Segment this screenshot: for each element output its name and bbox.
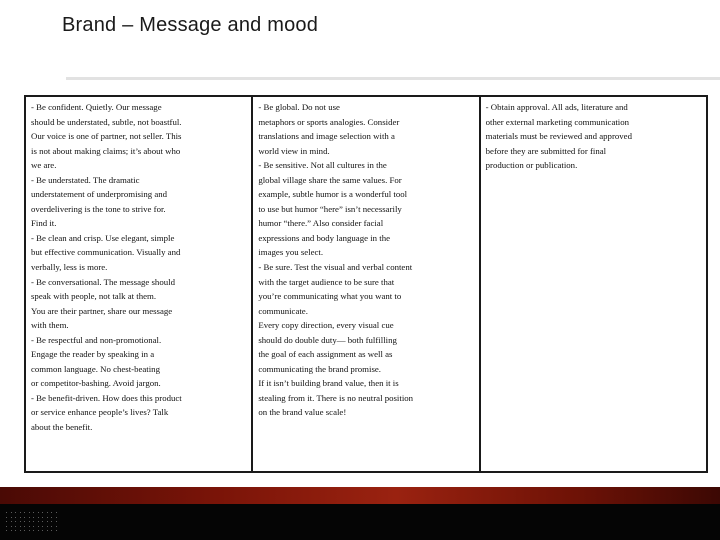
footer-dot: [47, 512, 48, 513]
slide-title: Brand – Message and mood: [62, 14, 319, 36]
text-line: - Be understated. The dramatic: [31, 174, 140, 185]
text-line: we are.: [31, 160, 57, 171]
footer-dot: [6, 530, 7, 531]
text-line: other external marketing communication: [485, 116, 630, 127]
footer-dot: [33, 512, 34, 513]
footer-dot: [20, 530, 21, 531]
footer-dot: [15, 512, 16, 513]
footer-dot: [29, 521, 30, 522]
text-line: or competitor-bashing. Avoid jargon.: [31, 378, 161, 389]
text-line: or service enhance people’s lives? Talk: [31, 407, 169, 418]
footer-dot: [38, 512, 39, 513]
footer-dot: [38, 526, 39, 527]
text-line: - Be confident. Quietly. Our message: [31, 102, 162, 112]
text-line: example, subtle humor is a wonderful tool: [258, 189, 408, 200]
text-line: verbally, less is more.: [31, 262, 108, 273]
footer-dot: [29, 530, 30, 531]
footer-dot: [11, 526, 12, 527]
footer-dot: [56, 526, 57, 527]
footer-dot: [56, 512, 57, 513]
footer-dot: [51, 521, 52, 522]
footer-dot: [20, 517, 21, 518]
footer-dot: [56, 530, 57, 531]
text-line: about the benefit.: [31, 422, 93, 433]
text-line: common language. No chest-beating: [31, 363, 160, 374]
column-voice-guidelines: [26, 97, 251, 471]
footer-dot: [51, 512, 52, 513]
footer-dot: [38, 530, 39, 531]
text-line: - Be benefit-driven. How does this product: [31, 392, 182, 403]
footer-dot: [6, 526, 7, 527]
footer-dot: [42, 517, 43, 518]
footer-dot: [51, 517, 52, 518]
footer-dot: [38, 517, 39, 518]
footer-dot: [20, 526, 21, 527]
text-line: is not about making claims; it’s about who: [31, 145, 181, 156]
text-line: stealing from it. There is no neutral position: [258, 392, 414, 403]
title-divider: [66, 77, 720, 80]
text-line: before they are submitted for final: [485, 145, 607, 156]
footer-dot: [24, 517, 25, 518]
text-line: understatement of underpromising and: [31, 189, 168, 200]
text-line: - Be clean and crisp. Use elegant, simple: [31, 232, 175, 243]
text-line: humor “there.” Also consider facial: [258, 218, 384, 229]
footer-dot: [29, 512, 30, 513]
text-line: global village share the same values. For: [258, 174, 402, 185]
text-line: the goal of each assignment as well as: [258, 349, 393, 360]
text-line: - Be sensitive. Not all cultures in the: [258, 160, 387, 171]
footer-dot: [11, 517, 12, 518]
footer-dot: [33, 517, 34, 518]
footer-dot: [24, 526, 25, 527]
text-line: with them.: [31, 320, 69, 331]
text-line: with the target audience to be sure that: [258, 276, 395, 287]
footer-dot-pattern: [6, 512, 60, 535]
text-line: Our voice is one of partner, not seller. This: [31, 131, 182, 142]
footer-dot: [11, 521, 12, 522]
footer-dot: [24, 512, 25, 513]
column-approval-guidelines: [479, 97, 706, 471]
text-line: but effective communication. Visually and: [31, 247, 181, 258]
footer-dot: [33, 526, 34, 527]
text-line: speak with people, not talk at them.: [31, 291, 157, 302]
footer-accent-band: [0, 487, 720, 504]
text-line: production or publication.: [485, 160, 578, 171]
footer-dot: [24, 530, 25, 531]
footer-dot: [20, 521, 21, 522]
text-line: expressions and body language in the: [258, 232, 391, 243]
footer-dot: [29, 517, 30, 518]
text-line: materials must be reviewed and approved: [485, 131, 632, 142]
footer-dot: [47, 530, 48, 531]
text-line: to use but humor “here” isn’t necessarily: [258, 203, 402, 214]
footer-dot: [15, 521, 16, 522]
footer-dot: [6, 512, 7, 513]
column-global-guidelines: [251, 97, 478, 471]
footer-dot: [11, 512, 12, 513]
text-line: on the brand value scale!: [258, 407, 347, 418]
footer-dot: [6, 521, 7, 522]
footer-dot: [15, 517, 16, 518]
text-line: - Be respectful and non-promotional.: [31, 334, 162, 345]
text-line: - Obtain approval. All ads, literature and: [485, 102, 628, 112]
footer-dot: [42, 521, 43, 522]
footer-dot: [20, 512, 21, 513]
footer-dot: [47, 526, 48, 527]
text-line: If it isn’t building brand value, then it is: [258, 378, 399, 389]
footer-bar: [0, 504, 720, 540]
text-line: communicate.: [258, 305, 308, 316]
footer-dot: [15, 530, 16, 531]
text-line: overdelivering is the tone to strive for.: [31, 203, 166, 214]
footer-dot: [33, 521, 34, 522]
footer-dot: [33, 530, 34, 531]
text-line: translations and image selection with a: [258, 131, 395, 142]
text-line: world view in mind.: [258, 145, 330, 156]
text-line: should do double duty— both fulfilling: [258, 334, 397, 345]
footer-dot: [51, 526, 52, 527]
footer-dot: [42, 530, 43, 531]
text-line: you’re communicating what you want to: [258, 291, 402, 302]
footer-dot: [56, 521, 57, 522]
footer-dot: [42, 526, 43, 527]
footer-dot: [51, 530, 52, 531]
text-line: Find it.: [31, 218, 57, 229]
footer-dot: [11, 530, 12, 531]
text-line: - Be global. Do not use: [258, 102, 340, 112]
text-line: communicating the brand promise.: [258, 363, 381, 374]
footer-dot: [47, 517, 48, 518]
text-line: - Be conversational. The message should: [31, 276, 175, 287]
text-line: metaphors or sports analogies. Consider: [258, 116, 400, 127]
footer-dot: [24, 521, 25, 522]
footer-dot: [15, 526, 16, 527]
text-line: You are their partner, share our message: [31, 305, 173, 316]
footer-dot: [6, 517, 7, 518]
content-table: [24, 95, 708, 473]
footer-dot: [29, 526, 30, 527]
text-line: - Be sure. Test the visual and verbal content: [258, 262, 413, 273]
footer-dot: [42, 512, 43, 513]
footer-dot: [47, 521, 48, 522]
text-line: should be understated, subtle, not boastful.: [31, 116, 182, 127]
footer-dot: [56, 517, 57, 518]
footer-dot: [38, 521, 39, 522]
text-line: images you select.: [258, 247, 324, 258]
text-line: Engage the reader by speaking in a: [31, 349, 155, 360]
text-line: Every copy direction, every visual cue: [258, 320, 394, 331]
